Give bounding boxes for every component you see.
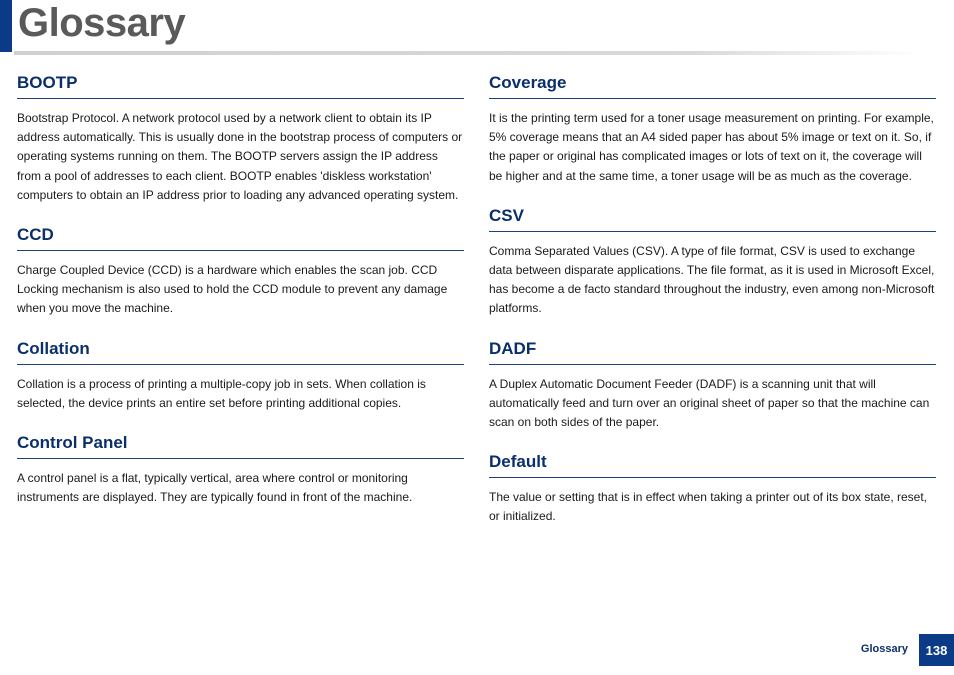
glossary-entry-collation [17, 338, 464, 413]
entry-body: Charge Coupled Device (CCD) is a hardware which enables the scan job. CCD Locking mechanism is also used to hold the CCD module to prevent any damage when you move the machine. [17, 263, 448, 316]
glossary-entry-control-panel [17, 432, 464, 507]
glossary-entry-bootp [17, 72, 464, 205]
entry-heading: Control Panel [17, 432, 464, 459]
title-accent-bar [0, 0, 12, 52]
entry-heading: CCD [17, 224, 464, 251]
entry-heading: BOOTP [17, 72, 464, 99]
page-number-badge: 138 [919, 634, 954, 666]
entry-heading: Coverage [489, 72, 936, 99]
entry-heading: Default [489, 451, 936, 478]
entry-body: The value or setting that is in effect when taking a printer out of its box state, reset, or initialized. [489, 490, 928, 524]
left-column [17, 72, 464, 526]
entry-body: It is the printing term used for a toner usage measurement on printing. For example, 5% coverage means that an A4 sided paper has about 5% image or text on it. So, if the paper or original has complicated images or lots of text on it, the coverage will be higher and at the same time, a toner usage will be as much as the coverage. [489, 111, 934, 183]
entry-body: Collation is a process of printing a multiple-copy job in sets. When collation is selected, the device prints an entire set before printing additional copies. [17, 376, 426, 410]
entry-heading: Collation [17, 338, 464, 365]
glossary-entry-coverage [489, 72, 936, 186]
page-title: Glossary [18, 1, 186, 45]
entry-body: A control panel is a flat, typically vertical, area where control or monitoring instruments are displayed. They are typically found in front of the machine. [17, 471, 413, 505]
entry-body: Bootstrap Protocol. A network protocol used by a network client to obtain its IP address automatically. This is usually done in the bootstrap process of computers or operating systems running on them. The BOOTP servers assign the IP address from a pool of addresses to each client. BOOTP enables 'diskless workstation' computers to obtain an IP address prior to loading any advanced operating system. [17, 111, 463, 202]
footer-section-label[interactable]: Glossary [860, 643, 908, 655]
right-column [489, 72, 936, 546]
glossary-entry-csv [489, 205, 936, 319]
title-divider [14, 51, 919, 55]
glossary-entry-ccd [17, 224, 464, 319]
glossary-entry-dadf [489, 338, 936, 433]
entry-body: Comma Separated Values (CSV). A type of file format, CSV is used to exchange data between disparate applications. The file format, as it is used in Microsoft Excel, has become a de facto standard throughout the industry, even among non-Microsoft platforms. [489, 243, 935, 316]
glossary-entry-default [489, 451, 936, 526]
entry-heading: DADF [489, 338, 936, 365]
entry-heading: CSV [489, 205, 936, 232]
entry-body: A Duplex Automatic Document Feeder (DADF) is a scanning unit that will automatically feed and turn over an original sheet of paper so that the machine can scan on both sides of the paper. [489, 376, 930, 430]
